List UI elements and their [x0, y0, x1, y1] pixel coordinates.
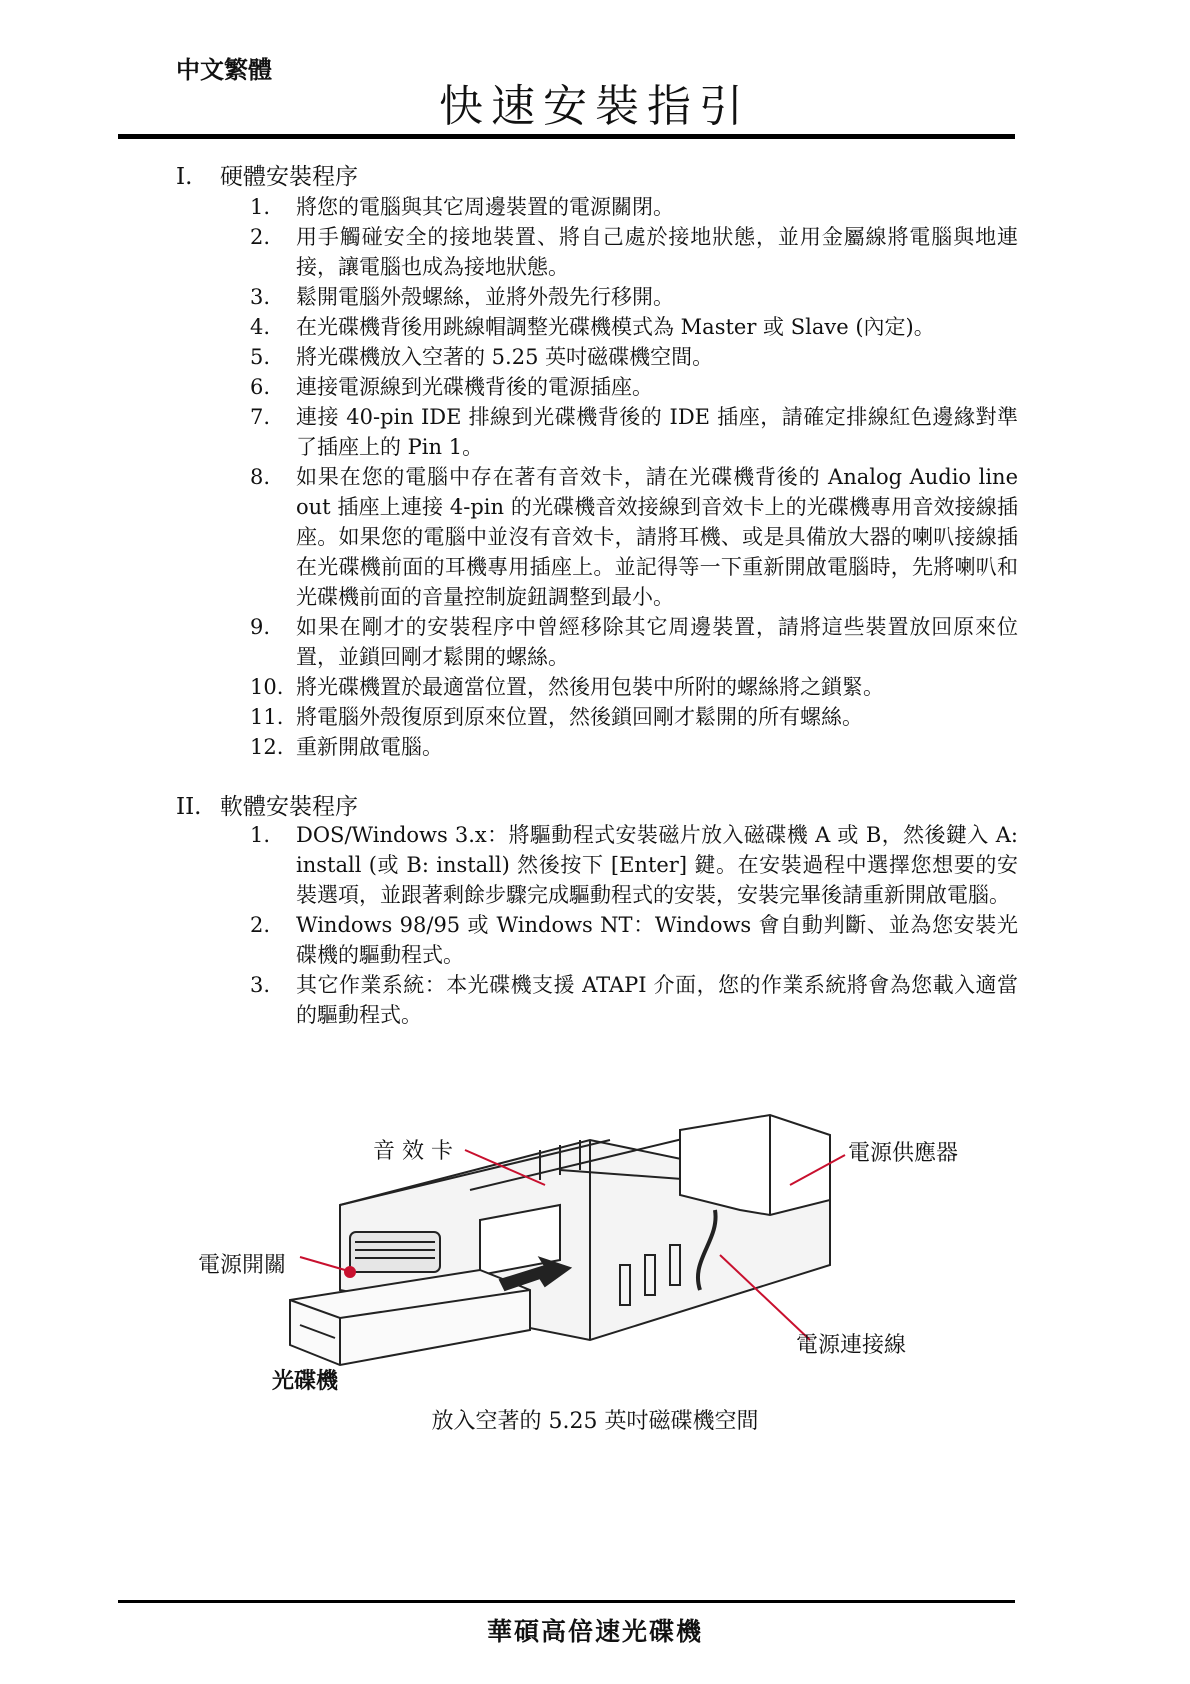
footer-rule: [118, 1600, 1015, 1603]
list-item-text: 如果在剛才的安裝程序中曾經移除其它周邊裝置，請將這些裝置放回原來位置，並鎖回剛才鬆開的螺絲。: [296, 615, 1018, 669]
list-item-text: 鬆開電腦外殼螺絲，並將外殼先行移開。: [296, 285, 674, 309]
section-number: I.: [176, 164, 193, 190]
list-item-number: 2.: [250, 913, 271, 937]
figure-caption: 放入空著的 5.25 英吋磁碟機空間: [431, 1409, 759, 1434]
list-item-number: 5.: [250, 345, 271, 369]
list-item-text: 將電腦外殼復原到原來位置，然後鎖回剛才鬆開的所有螺絲。: [296, 705, 863, 729]
list-item-number: 1.: [250, 823, 271, 847]
list-item-number: 10.: [250, 675, 284, 699]
list-item-text: 在光碟機背後用跳線帽調整光碟機模式為 Master 或 Slave (內定)。: [296, 315, 935, 339]
section-title: 硬體安裝程序: [220, 164, 358, 190]
list-item-text: DOS/Windows 3.x：將驅動程式安裝磁片放入磁碟機 A 或 B，然後鍵入 A: install (或 B: install) 然後按下 [Enter] 鍵。在安裝過程中選擇您想要的安裝選項，並跟著剩餘步驟完成驅動程式的安裝，安裝完畢後請重新開啟電腦。: [296, 823, 1018, 907]
label-cdrom: 光碟機: [272, 1369, 339, 1394]
page-title: 快速安裝指引: [439, 81, 751, 132]
list-item-number: 4.: [250, 315, 271, 339]
list-item-number: 6.: [250, 375, 271, 399]
list-item-text: 其它作業系統：本光碟機支援 ATAPI 介面，您的作業系統將會為您載入適當的驅動程式。: [296, 973, 1018, 1027]
label-power-cable: 電源連接線: [796, 1333, 907, 1358]
list-item-text: Windows 98/95 或 Windows NT：Windows 會自動判斷、並為您安裝光碟機的驅動程式。: [296, 913, 1018, 967]
list-item-number: 1.: [250, 195, 271, 219]
label-power-switch: 電源開關: [198, 1253, 287, 1278]
footer-title: 華碩高倍速光碟機: [486, 1617, 703, 1646]
list-item-number: 8.: [250, 465, 271, 489]
list-item-number: 3.: [250, 973, 271, 997]
list-item-number: 3.: [250, 285, 271, 309]
language-tag: 中文繁體: [176, 56, 272, 84]
list-item-text: 連接 40-pin IDE 排線到光碟機背後的 IDE 插座，請確定排線紅色邊緣對準了插座上的 Pin 1。: [296, 405, 1018, 459]
list-item-text: 將光碟機置於最適當位置，然後用包裝中所附的螺絲將之鎖緊。: [296, 675, 884, 699]
label-sound-card: 音 效 卡: [373, 1139, 453, 1164]
list-item-text: 連接電源線到光碟機背後的電源插座。: [296, 375, 653, 399]
list-item-text: 用手觸碰安全的接地裝置、將自己處於接地狀態，並用金屬線將電腦與地連接，讓電腦也成為接地狀態。: [296, 225, 1018, 279]
list-item-number: 2.: [250, 225, 271, 249]
section-title: 軟體安裝程序: [220, 794, 358, 820]
list-item-text: 將光碟機放入空著的 5.25 英吋磁碟機空間。: [296, 345, 714, 369]
section-number: II.: [176, 794, 202, 820]
list-item-text: 如果在您的電腦中存在著有音效卡，請在光碟機背後的 Analog Audio line out 插座上連接 4-pin 的光碟機音效接線到音效卡上的光碟機專用音效接線插座。如果您的電腦中並沒有音效卡，請將耳機、或是具備放大器的喇叭接線插在光碟機前面的耳機專用插座上。並記得等一下重新開啟電腦時，先將喇叭和光碟機前面的音量控制旋鈕調整到最小。: [296, 465, 1018, 609]
list-item-number: 12.: [250, 735, 284, 759]
label-power-supply: 電源供應器: [848, 1141, 959, 1166]
list-item-text: 將您的電腦與其它周邊裝置的電源關閉。: [296, 195, 674, 219]
list-item-number: 11.: [250, 705, 284, 729]
list-item-number: 7.: [250, 405, 271, 429]
list-item-number: 9.: [250, 615, 271, 639]
list-item-text: 重新開啟電腦。: [296, 735, 443, 759]
